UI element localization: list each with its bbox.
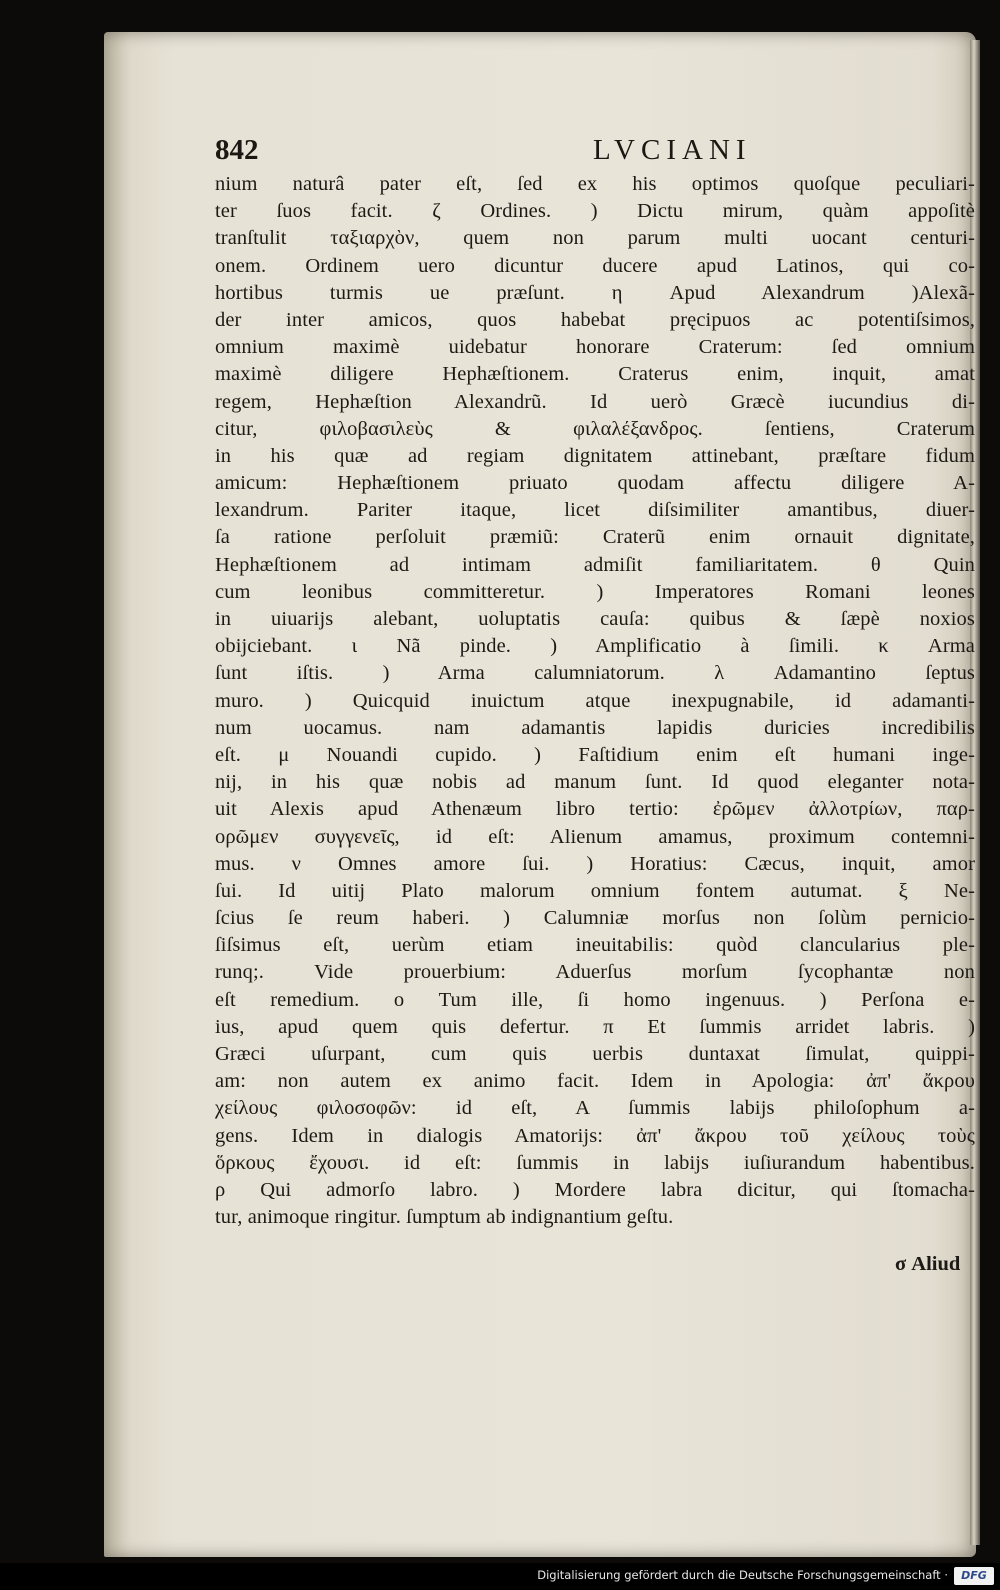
text-line: tur, animoque ringitur. ſumptum ab indignantium geſtu. bbox=[215, 1206, 674, 1229]
dfg-logo: DFG bbox=[954, 1567, 994, 1585]
text-line: ορῶμεν συγγενεῖς, id eſt: Alienum amamus, proximum contemni- bbox=[215, 825, 975, 848]
text-line: num uocamus. nam adamantis lapidis duricies incredibilis bbox=[215, 716, 975, 739]
text-line: ter ſuos facit. ζ Ordines. ) Dictu mirum, quàm appoſitè bbox=[215, 200, 975, 223]
text-line: der inter amicos, quos habebat pręcipuos ac potentiſsimos, bbox=[215, 308, 975, 331]
text-line: ius, apud quem quis defertur. π Et ſummis arridet labris. ) bbox=[215, 1015, 975, 1038]
page-number: 842 bbox=[215, 134, 259, 166]
text-line: muro. ) Quicquid inuictum atque inexpugnabile, id adamanti- bbox=[215, 689, 975, 712]
body-text bbox=[215, 171, 975, 1231]
footer-credit: Digitalisierung gefördert durch die Deutsche Forschungsgemeinschaft · bbox=[537, 1568, 948, 1582]
catchword: σ Aliud bbox=[895, 1253, 961, 1275]
text-line: tranſtulit ταξιαρχὸν, quem non parum multi uocant centuri- bbox=[215, 227, 975, 250]
text-line: ſa ratione perſoluit præmiũ: Craterũ enim ornauit dignitate, bbox=[215, 526, 975, 549]
text-line: Græci uſurpant, cum quis uerbis duntaxat ſimulat, quippi- bbox=[215, 1043, 975, 1065]
text-line: omnium maximè uidebatur honorare Craterum: ſed omnium bbox=[215, 336, 975, 359]
text-line: ſui. Id uitij Plato malorum omnium fontem autumat. ξ Ne- bbox=[215, 879, 975, 902]
running-head: LVCIANI bbox=[593, 134, 752, 166]
text-line: eſt remedium. ο Tum ille, ſi homo ingenuus. ) Perſona e- bbox=[215, 988, 975, 1011]
text-line: eſt. μ Nouandi cupido. ) Faſtidium enim eſt humani inge- bbox=[215, 743, 975, 766]
text-line: obijciebant. ι Nã pinde. ) Amplificatio à ſimili. κ Arma bbox=[215, 635, 975, 658]
text-line: ſunt iſtis. ) Arma calumniatorum. λ Adamantino ſeptus bbox=[215, 662, 975, 685]
text-line: Hephæſtionem ad intimam admiſit familiaritatem. θ Quin bbox=[215, 553, 975, 576]
text-line: citur, φιλοβασιλεὺς & φιλαλέξανδρος. ſentiens, Craterum bbox=[215, 417, 975, 440]
text-line: in his quæ ad regiam dignitatem attinebant, præſtare fidum bbox=[215, 444, 975, 467]
text-line: in uiuarijs alebant, uoluptatis cauſa: quibus & ſæpè noxios bbox=[215, 608, 975, 630]
text-line: nij, in his quæ nobis ad manum ſunt. Id quod eleganter nota- bbox=[215, 771, 975, 794]
text-line: lexandrum. Pariter itaque, licet diſsimiliter amantibus, diuer- bbox=[215, 499, 975, 522]
text-line: ſcius ſe reum haberi. ) Calumniæ morſus non ſolùm pernicio- bbox=[215, 907, 975, 930]
text-line: maximè diligere Hephæſtionem. Craterus enim, inquit, amat bbox=[215, 363, 975, 386]
footer-bar bbox=[0, 1563, 1000, 1590]
text-line: nium naturâ pater eſt, ſed ex his optimos quoſque peculiari- bbox=[215, 173, 975, 195]
text-line: hortibus turmis ue præſunt. η Apud Alexandrum )Alexã- bbox=[215, 281, 975, 304]
text-line: regem, Hephæſtion Alexandrũ. Id uerò Græcè iucundius di- bbox=[215, 390, 975, 413]
text-line: amicum: Hephæſtionem priuato quodam affectu diligere A- bbox=[215, 472, 975, 495]
text-line: ſiſsimus eſt, uerùm etiam ineuitabilis: quòd clancularius ple- bbox=[215, 934, 975, 957]
text-line: gens. Idem in dialogis Amatorijs: ἀπ' ἄκρου τοῦ χείλους τοὺς bbox=[215, 1124, 975, 1147]
text-line: uit Alexis apud Athenæum libro tertio: ἐρῶμεν ἀλλοτρίων, παρ- bbox=[215, 798, 975, 821]
text-line: χείλους φιλοσοφῶν: id eſt, A ſummis labijs philoſophum a- bbox=[215, 1097, 975, 1120]
page-header bbox=[215, 134, 975, 170]
text-line: mus. ν Omnes amore ſui. ) Horatius: Cæcus, inquit, amor bbox=[215, 852, 975, 875]
text-line: runq;. Vide prouerbium: Aduerſus morſum ſycophantæ non bbox=[215, 961, 975, 984]
text-line: ὅρκους ἔχουσι. id eſt: ſummis in labijs iuſiurandum habentibus. bbox=[215, 1151, 975, 1174]
text-line: cum leonibus committeretur. ) Imperatores Romani leones bbox=[215, 580, 975, 603]
text-line: am: non autem ex animo facit. Idem in Apologia: ἀπ' ἄκρου bbox=[215, 1070, 975, 1093]
text-line: onem. Ordinem uero dicuntur ducere apud Latinos, qui co- bbox=[215, 254, 975, 277]
text-line: ρ Qui admorſo labro. ) Mordere labra dicitur, qui ſtomacha- bbox=[215, 1178, 975, 1201]
